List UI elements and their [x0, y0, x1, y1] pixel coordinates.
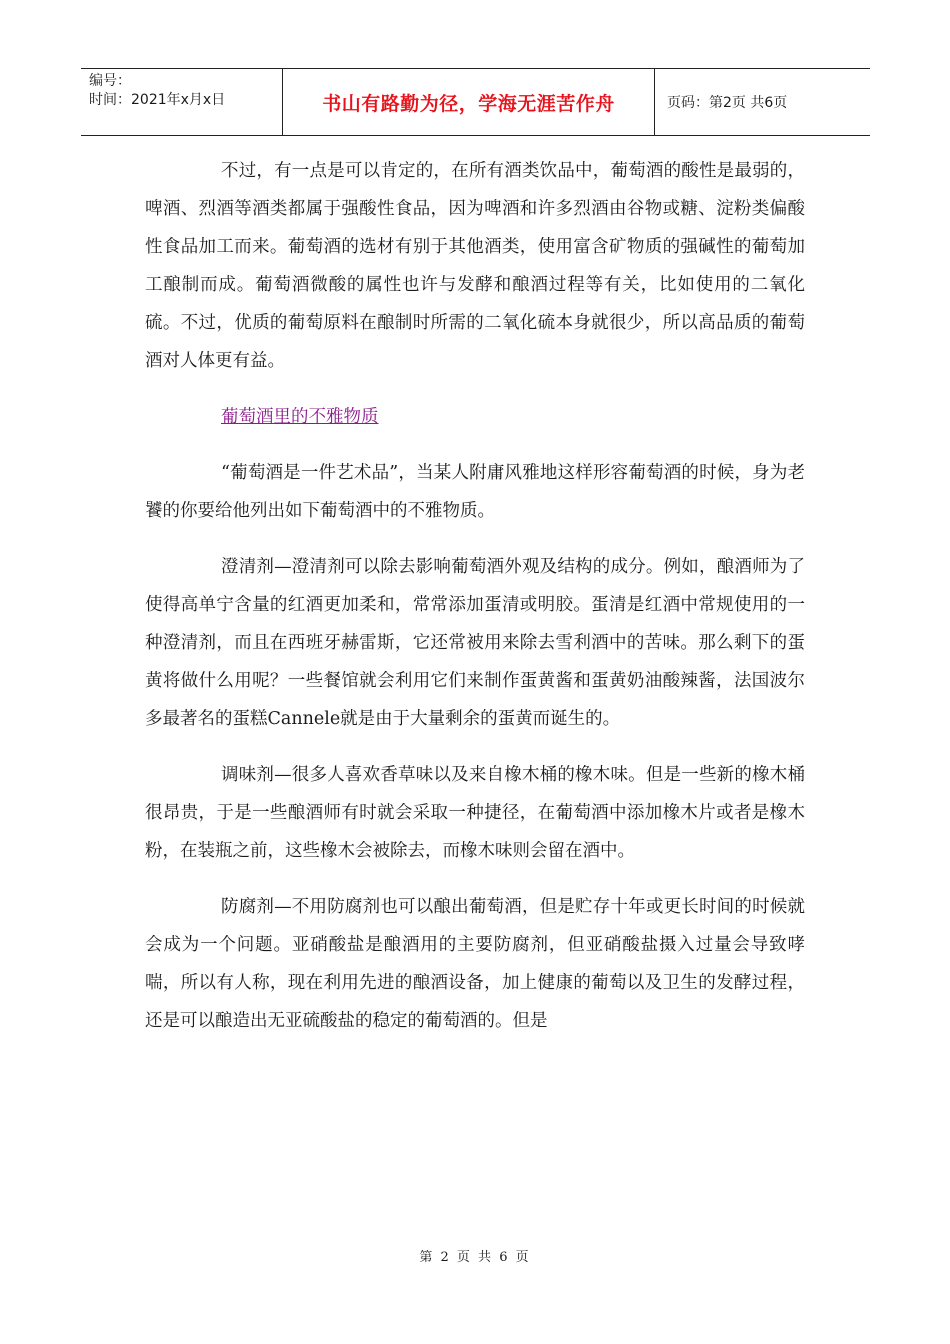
- paragraph-acidity: 不过，有一点是可以肯定的，在所有酒类饮品中，葡萄酒的酸性是最弱的，啤酒、烈酒等酒类都属于强酸性食品，因为啤酒和许多烈酒由谷物或糖、淀粉类偏酸性食品加工而来。葡萄酒的选材有别于其他酒类，使用富含矿物质的强碱性的葡萄加工酿制而成。葡萄酒微酸的属性也许与发酵和酿酒过程等有关，比如使用的二氧化硫。不过，优质的葡萄原料在酿制时所需的二氧化硫本身就很少，所以高品质的葡萄酒对人体更有益。: [145, 161, 805, 371]
- section-link-text[interactable]: 葡萄酒里的不雅物质: [221, 407, 379, 427]
- paragraph-intro: “葡萄酒是一件艺术品”，当某人附庸风雅地这样形容葡萄酒的时候，身为老饕的你要给他列出如下葡萄酒中的不雅物质。: [145, 463, 805, 521]
- header-page-cell: [655, 69, 870, 135]
- paragraph-flavoring: 调味剂—很多人喜欢香草味以及来自橡木桶的橡木味。但是一些新的橡木桶很昂贵，于是一些酿酒师有时就会采取一种捷径，在葡萄酒中添加橡木片或者是橡木粉，在装瓶之前，这些橡木会被除去，而橡木味则会留在酒中。: [145, 765, 805, 861]
- header-motto-cell: [283, 69, 655, 135]
- document-body: [145, 152, 805, 1040]
- paragraph-clarifier: 澄清剂—澄清剂可以除去影响葡萄酒外观及结构的成分。例如，酿酒师为了使得高单宁含量的红酒更加柔和，常常添加蛋清或明胶。蛋清是红酒中常规使用的一种澄清剂，而且在西班牙赫雷斯，它还常被用来除去雪利酒中的苦味。那么剩下的蛋黄将做什么用呢？一些餐馆就会利用它们来制作蛋黄酱和蛋黄奶油酸辣酱，法国波尔多最著名的蛋糕Cannele就是由于大量剩余的蛋黄而诞生的。: [145, 557, 805, 729]
- page-header: [81, 68, 870, 136]
- document-date: 时间：2021年x月x日: [89, 92, 226, 108]
- section-link[interactable]: [145, 398, 805, 436]
- header-motto: 书山有路勤为径，学海无涯苦作舟: [322, 92, 615, 115]
- paragraph-preservative: 防腐剂—不用防腐剂也可以酿出葡萄酒，但是贮存十年或更长时间的时候就会成为一个问题。亚硝酸盐是酿酒用的主要防腐剂，但亚硝酸盐摄入过量会导致哮喘，所以有人称，现在利用先进的酿酒设备，加上健康的葡萄以及卫生的发酵过程，还是可以酿造出无亚硫酸盐的稳定的葡萄酒的。但是: [145, 897, 805, 1031]
- header-page-number: 页码：第2页 共6页: [667, 95, 788, 111]
- document-number: 编号：: [89, 73, 131, 89]
- page-footer: 第 2 页 共 6 页: [419, 1250, 531, 1265]
- header-meta: [81, 69, 283, 135]
